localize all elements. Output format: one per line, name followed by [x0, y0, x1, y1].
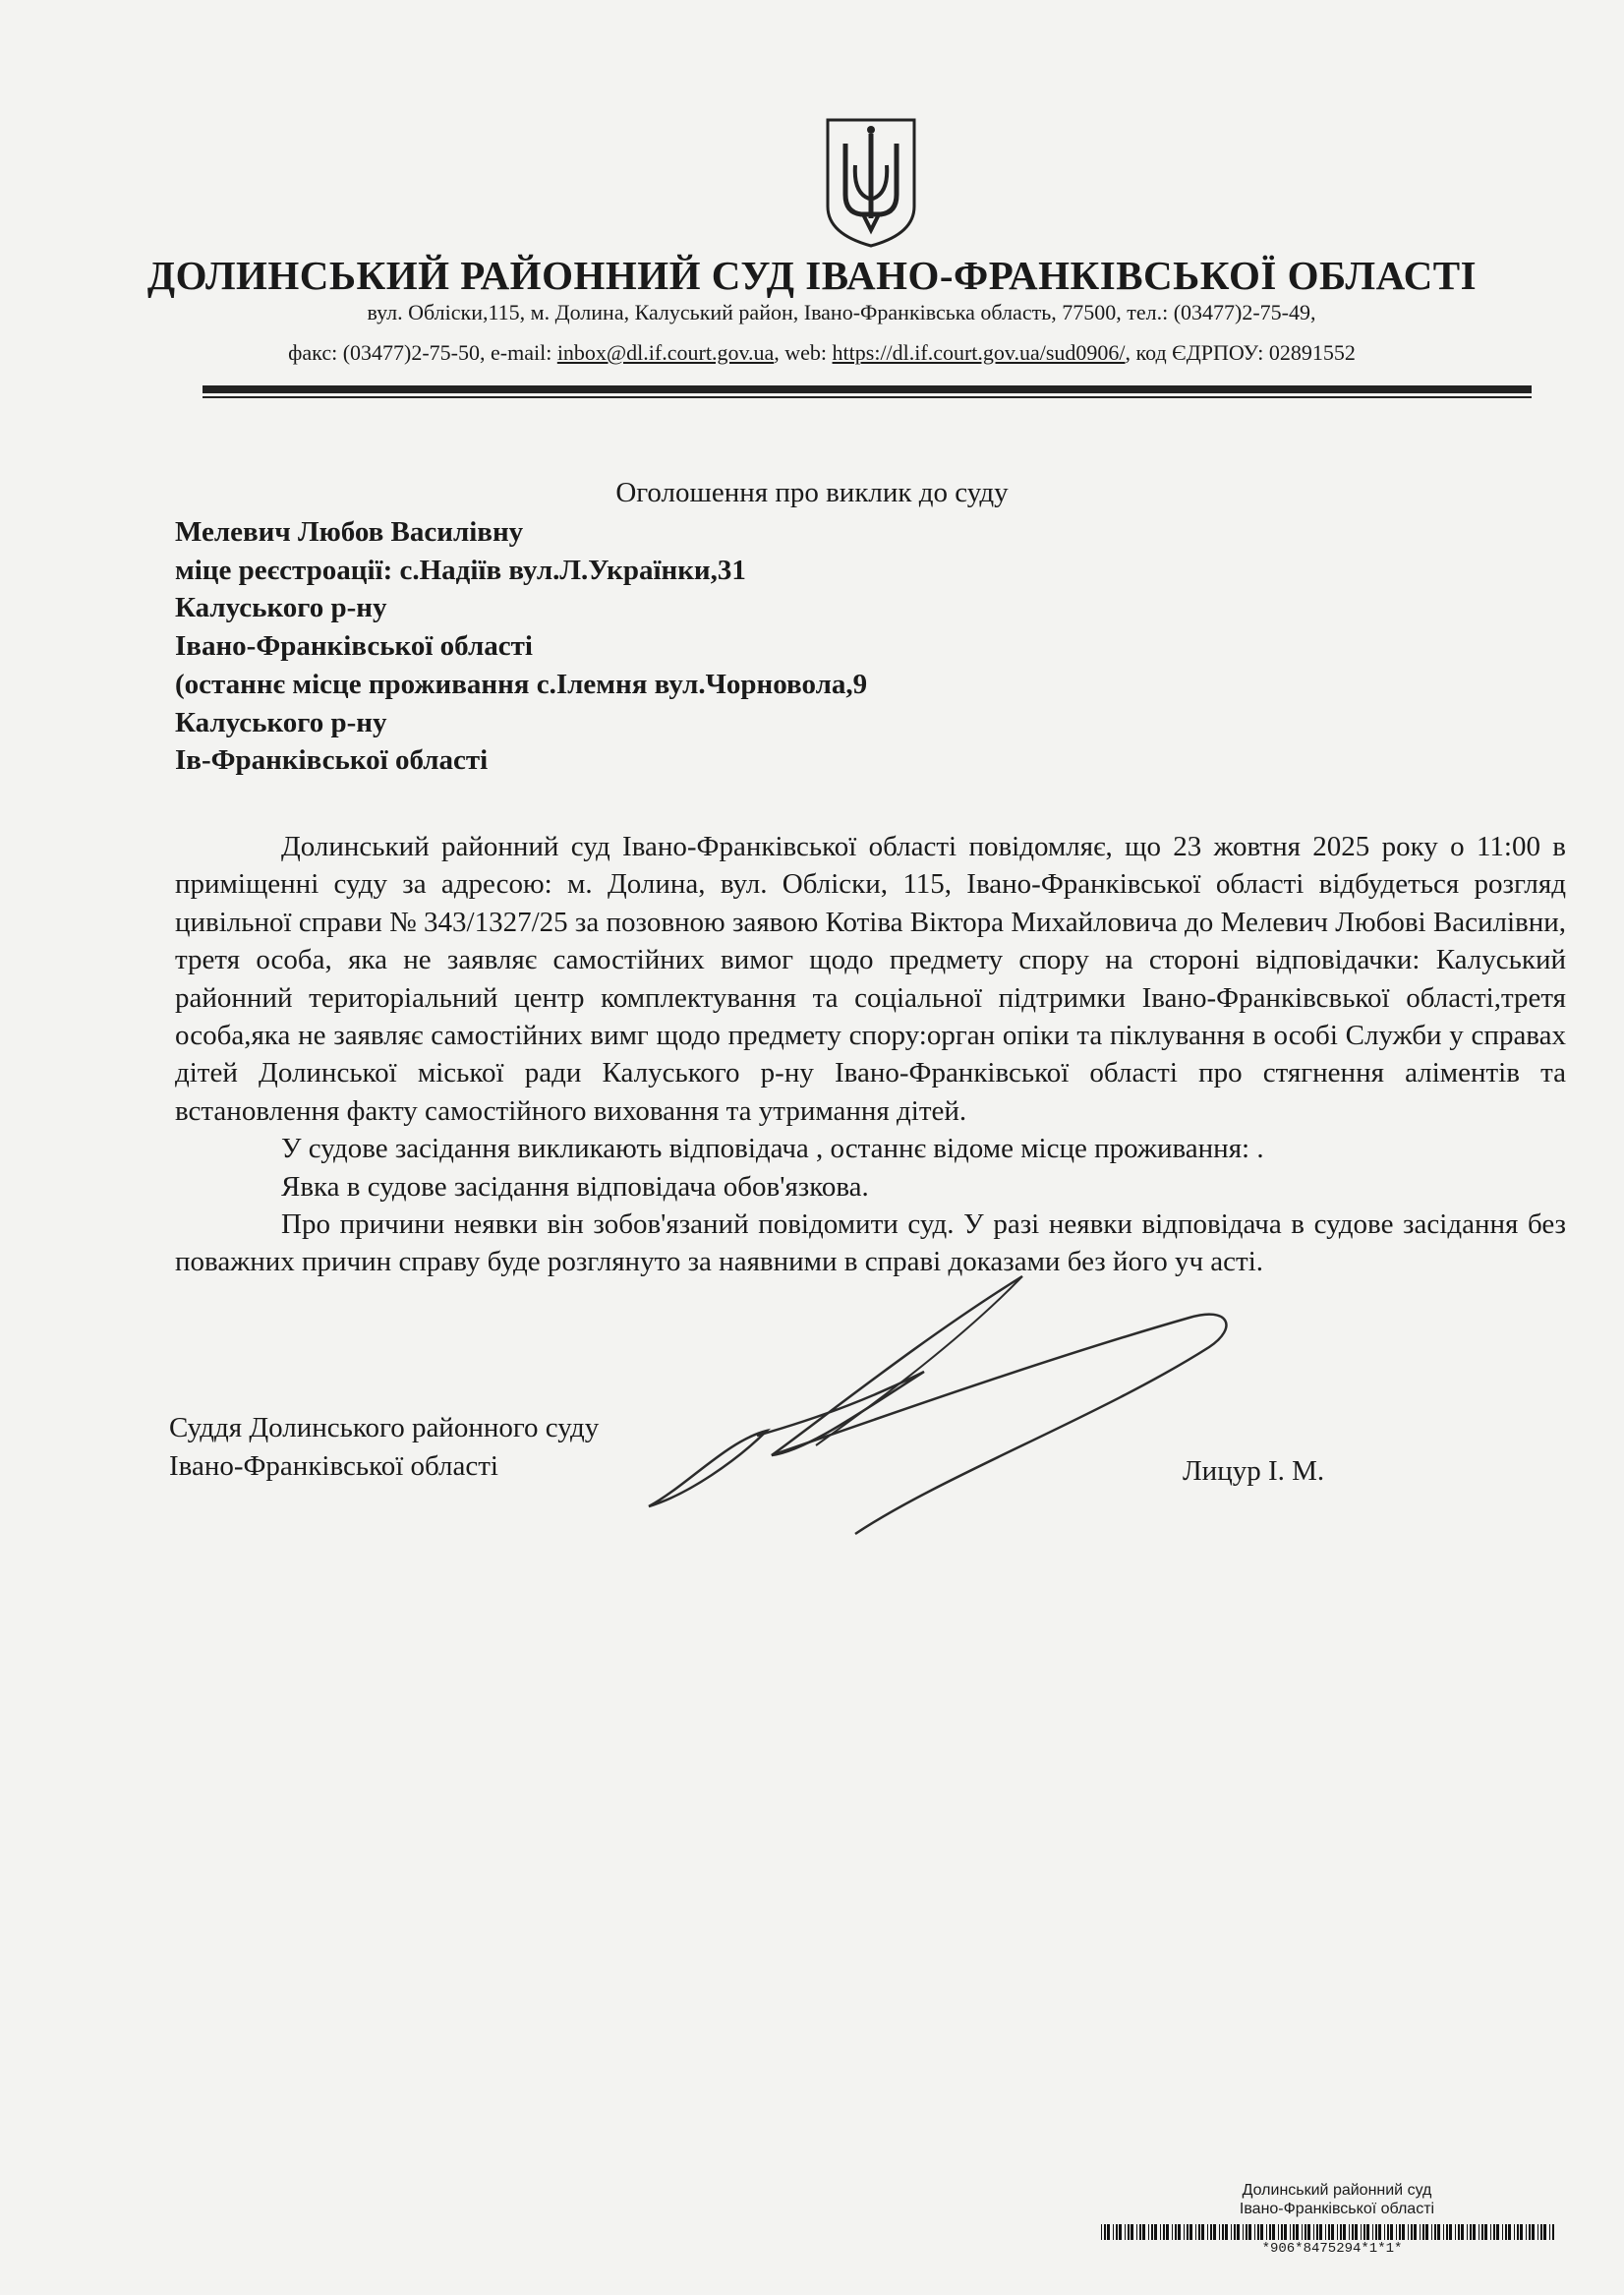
fax-label: факс: (03477)2-75-50, e-mail: — [288, 340, 557, 365]
addressee-line: Мелевич Любов Василівну — [175, 516, 524, 548]
body-paragraph: Явка в судове засідання відповідача обов'язкова. — [281, 1170, 869, 1203]
handwritten-signature-icon — [629, 1249, 1337, 1544]
addressee-line: міце реєстроації: с.Надіїв вул.Л.Українки,31 — [175, 554, 746, 586]
judge-position — [169, 1409, 599, 1485]
addressee-line: Калуського р-ну — [175, 706, 387, 738]
addressee-line: Калуського р-ну — [175, 592, 387, 624]
web-label: , web: — [774, 340, 833, 365]
stamp-line: Івано-Франківської області — [1239, 2201, 1435, 2217]
body-paragraph: У судове засідання викликають відповідача , останнє відоме місце проживання: . — [281, 1133, 1264, 1165]
barcode-icon — [1101, 2224, 1558, 2240]
website-link[interactable]: https://dl.if.court.gov.ua/sud0906/ — [832, 340, 1126, 365]
barcode-number: *906*8475294*1*1* — [1261, 2241, 1403, 2257]
addressee-line: (останнє місце проживання с.Ілемня вул.Чорновола,9 — [175, 668, 868, 700]
court-contacts — [10, 340, 1624, 366]
email-link[interactable]: inbox@dl.if.court.gov.ua — [556, 340, 775, 365]
body-paragraph: Про причини неявки він зобов'язаний повідомити суд. У разі неявки відповідача в судове засідання без поважних причин справу буде розглянуто за наявними в справі доказами без його уч асті. — [175, 1208, 1566, 1278]
judge-position-line: Івано-Франківської області — [169, 1449, 498, 1482]
addressee-line: Івано-Франківської області — [175, 630, 533, 663]
notice-title: Оголошення про виклик до суду — [615, 477, 1009, 508]
edrpou-code: , код ЄДРПОУ: 02891552 — [1125, 340, 1356, 365]
header-divider — [203, 385, 1532, 393]
judge-position-line: Суддя Долинського районного суду — [169, 1412, 600, 1443]
header-divider-thin — [203, 396, 1532, 398]
addressee-block — [175, 513, 867, 780]
court-name: ДОЛИНСЬКИЙ РАЙОННИЙ СУД ІВАНО-ФРАНКІВСЬКОЇ ОБЛАСТІ — [146, 253, 1478, 298]
body-paragraph: Долинський районний суд Івано-Франківської області повідомляє, що 23 жовтня 2025 року о 11:00 в приміщенні суду за адресою: м. Долина, вул. Обліски, 115, Івано-Франківської області відбудеться розгляд цивільної справи № 343/1327/25 за позовною заявою Котіва Віктора Михайловича до Мелевич Любові Василівни, третя особа, яка не заявляє самостійних вимог щодо предмету спору на стороні відповідачки: Калуський районний територіальний центр комплектування та соціальної підтримки Івано-Франківсвької області,третя особа,яка не заявляє самостійних вимг щодо предмету спору:орган опіки та піклування в особі Служби у справах дітей Долинської міської ради Калуського р-ну Івано-Франківської області про стягнення аліментів та встановлення факту самостійного виховання та утримання дітей. — [175, 831, 1566, 1127]
court-address: вул. Обліски,115, м. Долина, Калуський район, Івано-Франківська область, 77500, тел.: (03477)2-75-49, — [367, 300, 1316, 324]
trident-emblem-icon — [824, 116, 918, 250]
registry-stamp — [1101, 2181, 1573, 2218]
notice-body — [175, 828, 1566, 1281]
judge-name: Лицур І. М. — [1183, 1455, 1325, 1487]
addressee-line: Ів-Франківської області — [175, 744, 489, 777]
stamp-line: Долинський районний суд — [1242, 2182, 1432, 2199]
